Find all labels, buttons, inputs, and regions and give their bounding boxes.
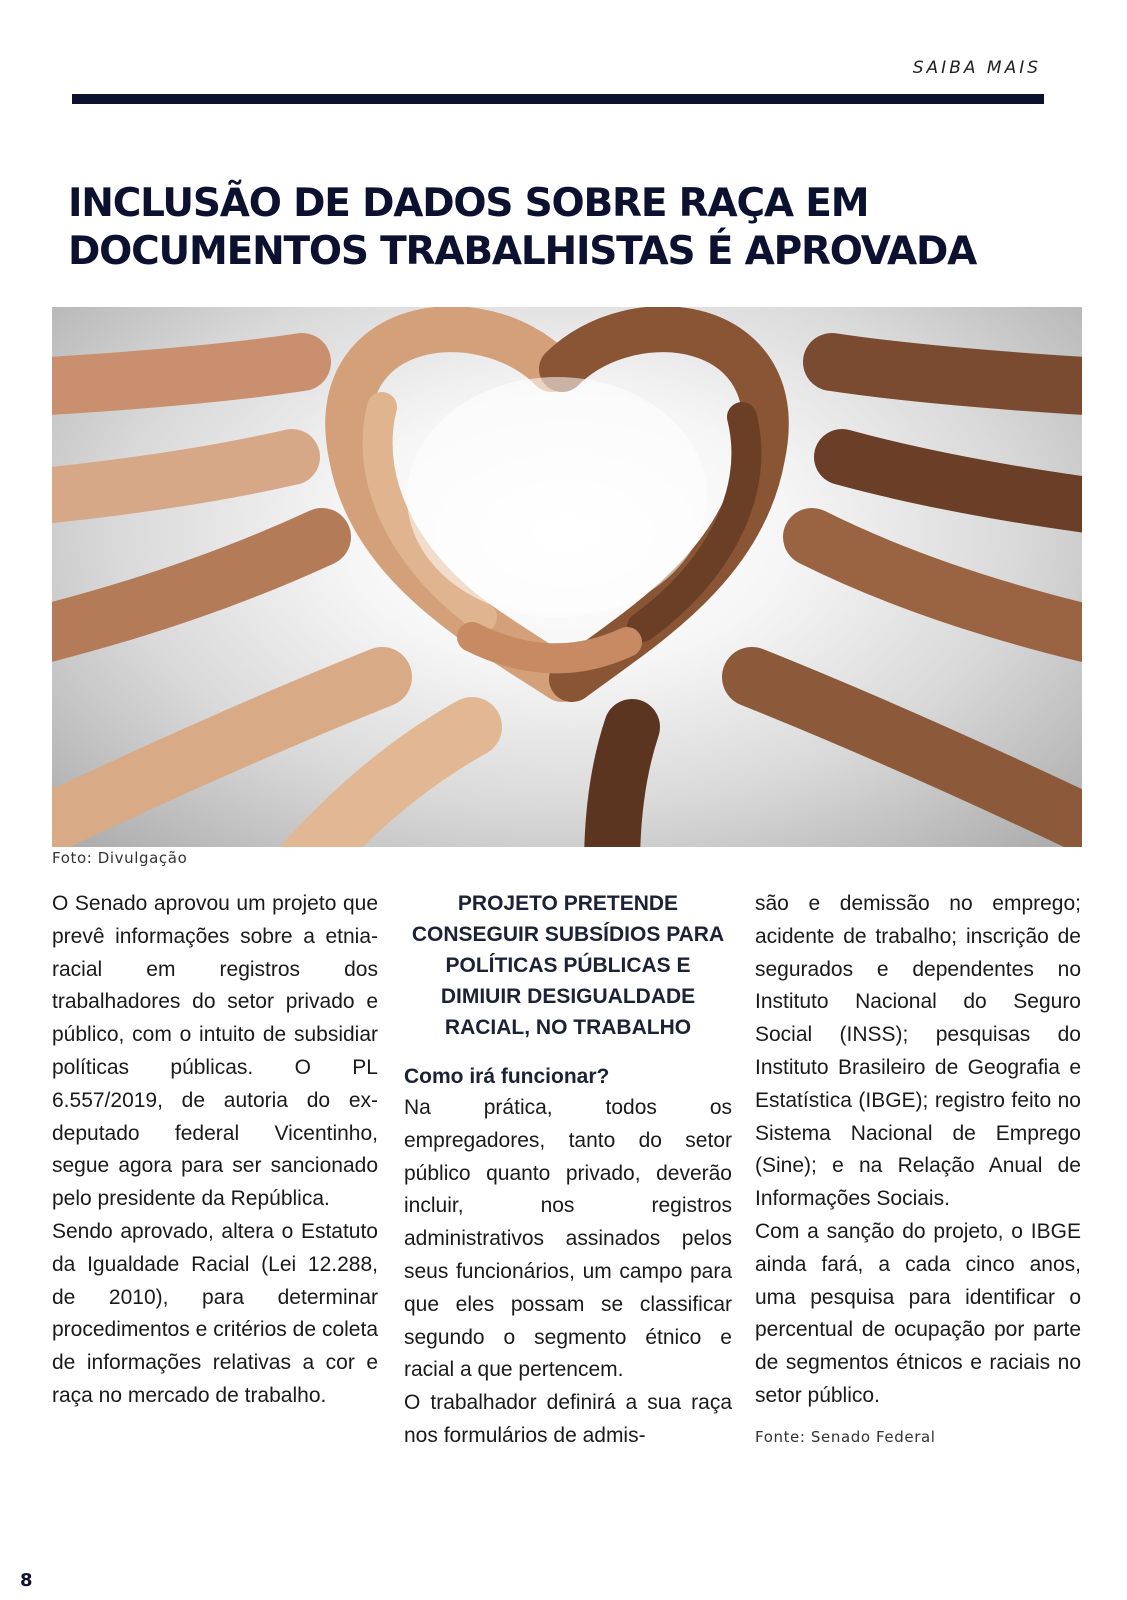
section-label: SAIBA MAIS: [912, 58, 1041, 78]
col1-paragraph-1: O Senado aprovou um projeto que prevê informações sobre a etnia-racial em registros dos trabalhadores do setor privado e público, com o intuito de subsidiar políticas públicas. O PL 6.557/2019, de autoria do ex-deputado federal Vicentinho, segue agora para ser sancionado pelo presidente da República.: [52, 892, 378, 1211]
article-photo: [52, 307, 1082, 847]
header-rule: [72, 94, 1044, 104]
col3-paragraph-1: são e demissão no emprego; acidente de trabalho; inscrição de segurados e dependentes no Instituto Nacional do Seguro Social (INSS); pesquisas do Instituto Brasileiro de Geografia e Estatística (IBGE); registro feito no Sistema Nacional de Emprego (Sine); e na Relação Anual de Informações Sociais.: [755, 892, 1081, 1211]
text-column-3: [755, 888, 1081, 1454]
photo-caption: Foto: Divulgação: [52, 849, 188, 867]
page-number: 8: [20, 1570, 33, 1591]
col2-paragraph-1: Na prática, todos os empregadores, tanto do setor público quanto privado, deverão incluir, nos registros administrativos assinados pelos seus funcionários, um campo para que eles possam se classificar segundo o segmento étnico e racial a que pertencem.: [404, 1096, 732, 1382]
headline-line-2: DOCUMENTOS TRABALHISTAS É APROVADA: [68, 229, 977, 274]
text-column-1: [52, 888, 378, 1413]
col1-paragraph-2: Sendo aprovado, altera o Estatuto da Igualdade Racial (Lei 12.288, de 2010), para determinar procedimentos e critérios de coleta de informações relativas a cor e raça no mercado de trabalho.: [52, 1219, 378, 1407]
col2-paragraph-2: O trabalhador definirá a sua raça nos formulários de admis-: [404, 1391, 732, 1447]
pull-quote: PROJETO PRETENDE CONSEGUIR SUBSÍDIOS PARA POLÍTICAS PÚBLICAS E DIMIUIR DESIGUALDADE RACIAL, NO TRABALHO: [411, 892, 725, 1039]
headline-line-1: INCLUSÃO DE DADOS SOBRE RAÇA EM: [68, 181, 869, 226]
hands-heart-illustration: [52, 307, 1082, 847]
col3-paragraph-2: Com a sanção do projeto, o IBGE ainda fará, a cada cinco anos, uma pesquisa para identificar o percentual de ocupação por parte de segmentos étnicos e raciais no setor público.: [755, 1219, 1081, 1407]
article-headline: [68, 180, 1068, 276]
source-credit: Fonte: Senado Federal: [755, 1427, 936, 1446]
text-column-2: [404, 888, 732, 1453]
subhead: Como irá funcionar?: [404, 1065, 610, 1088]
